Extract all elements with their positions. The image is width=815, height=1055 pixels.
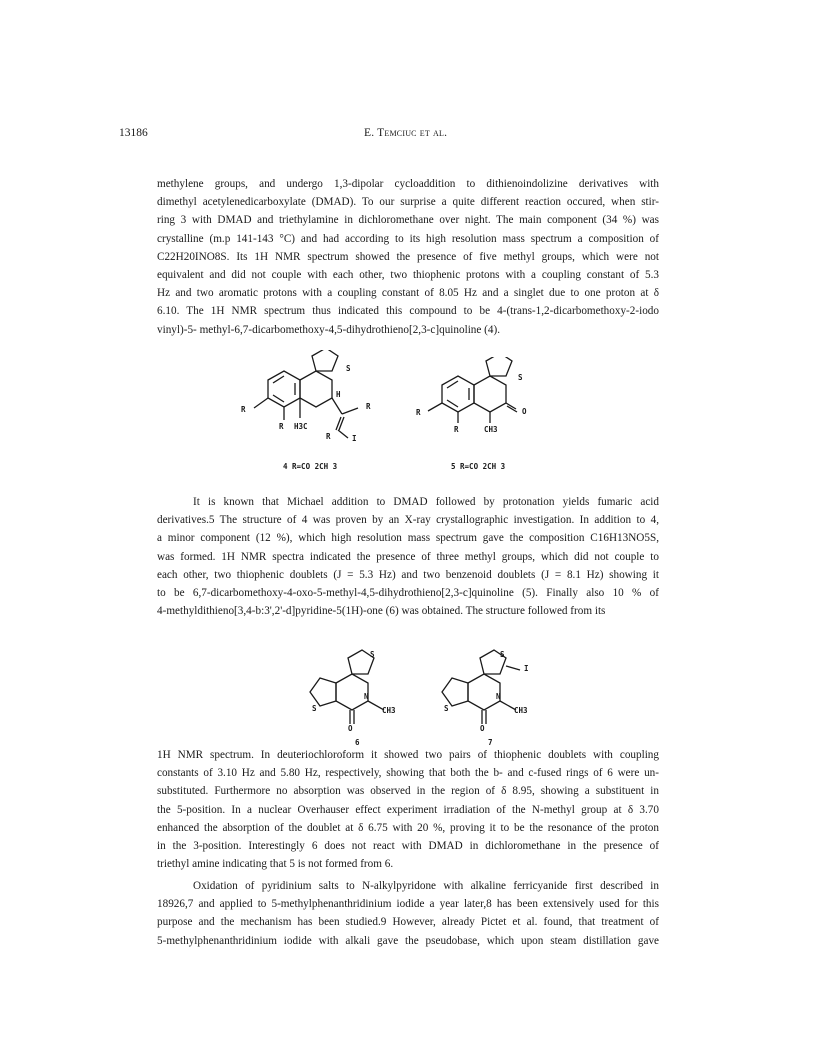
text-line: purpose and the mechanism has been studied.9 However, already Pictet et al. found, that treatment of bbox=[157, 916, 659, 929]
atom-label: CH3 bbox=[484, 425, 498, 434]
atom-label: R bbox=[366, 402, 371, 411]
page-number: 13186 bbox=[119, 127, 148, 139]
text-line: It is known that Michael addition to DMAD followed by protonation yields fumaric acid bbox=[193, 496, 659, 508]
atom-label: S bbox=[312, 704, 317, 713]
text-line: constants of 3.10 Hz and 5.80 Hz, respectively, showing that both the b- and c-fused rings of 6 were un- bbox=[157, 767, 659, 780]
atom-label: N bbox=[364, 692, 369, 701]
structure-5 bbox=[414, 357, 564, 447]
paragraph-4 bbox=[157, 877, 659, 950]
paragraph-2 bbox=[157, 493, 659, 620]
text-line: Hz and two aromatic protons with a coupling constant of 8.05 Hz and a singlet due to one proton at δ bbox=[157, 287, 659, 300]
atom-label: R bbox=[416, 408, 421, 417]
text-line: methylene groups, and undergo 1,3-dipolar cycloaddition to dithienoindolizine derivatives with bbox=[157, 178, 659, 190]
atom-label: S bbox=[370, 650, 375, 659]
text-line: equivalent and did not couple with each other, two thiophenic protons with a coupling constant of 5.3 bbox=[157, 269, 659, 282]
structure-4 bbox=[238, 350, 388, 450]
text-line: was formed. 1H NMR spectra indicated the presence of three methyl groups, which did not couple to bbox=[157, 550, 659, 563]
atom-label: S bbox=[444, 704, 449, 713]
atom-label: R bbox=[326, 432, 331, 441]
text-line: dimethyl acetylenedicarboxylate (DMAD). To our surprise a quite different reaction occured, when stir- bbox=[157, 196, 659, 209]
text-line: the 5-position. In a nuclear Overhauser effect experiment irradiation of the N-methyl group at δ 3.70 bbox=[157, 803, 659, 816]
text-line: triethyl amine indicating that 5 is not formed from 6. bbox=[157, 858, 394, 871]
atom-label: I bbox=[524, 664, 529, 673]
caption-5: 5 R=CO 2CH 3 bbox=[451, 462, 506, 471]
text-line: 18926,7 and applied to 5-methylphenanthridinium iodide a year later,8 has been extensively used for this bbox=[157, 898, 659, 911]
atom-label: S bbox=[518, 373, 523, 382]
text-line: 1H NMR spectrum. In deuteriochloroform it showed two pairs of thiophenic doublets with coupling bbox=[157, 749, 659, 761]
text-line: 6.10. The 1H NMR spectrum thus indicated this compound to be 4-(trans-1,2-dicarbomethoxy-2-iodo bbox=[157, 305, 659, 318]
running-head: E. Temciuc et al. bbox=[364, 127, 448, 139]
atom-label: N bbox=[496, 692, 501, 701]
atom-label: CH3 bbox=[514, 706, 528, 715]
atom-label: CH3 bbox=[382, 706, 396, 715]
text-line: 4-methyldithieno[3,4-b:3',2'-d]pyridine-5(1H)-one (6) was obtained. The structure followed from its bbox=[157, 605, 606, 618]
atom-label: O bbox=[480, 724, 485, 733]
atom-label: R bbox=[454, 425, 459, 434]
text-line: a minor component (12 %), which high resolution mass spectrum gave the composition C16H13NO5S, bbox=[157, 532, 659, 545]
text-line: substituted. Furthermore no absorption was observed in the region of δ 8.95, showing a substituent in bbox=[157, 785, 659, 798]
text-line: to be 6,7-dicarbomethoxy-4-oxo-5-methyl-4,5-dihydrothieno[2,3-c]quinoline (5). Finally also 10 % of bbox=[157, 587, 659, 600]
caption-6: 6 bbox=[355, 738, 360, 747]
text-line: 5-methylphenanthridinium iodide with alkali gave the pseudobase, which upon steam distillation gave bbox=[157, 934, 659, 947]
text-line: each other, two thiophenic doublets (J = 5.3 Hz) and two benzenoid doublets (J = 8.1 Hz) showing it bbox=[157, 568, 659, 581]
text-line: ring 3 with DMAD and triethylamine in dichloromethane over night. The main component (34 %) was bbox=[157, 214, 659, 227]
atom-label: R bbox=[279, 422, 284, 431]
text-line: vinyl)-5- methyl-6,7-dicarbomethoxy-4,5-dihydrothieno[2,3-c]quinoline (4). bbox=[157, 323, 500, 336]
atom-label: O bbox=[348, 724, 353, 733]
text-line: derivatives.5 The structure of 4 was proven by an X-ray crystallographic investigation. In addition to 4, bbox=[157, 514, 659, 527]
text-line: crystalline (m.p 141-143 °C) and had according to its high resolution mass spectrum a composition of bbox=[157, 232, 659, 245]
text-line: enhanced the absorption of the doublet at δ 6.75 with 20 %, proving it to be the resonance of the proton bbox=[157, 821, 659, 834]
text-line: Oxidation of pyridinium salts to N-alkylpyridone with alkaline ferricyanide first described in bbox=[193, 880, 659, 892]
paragraph-3 bbox=[157, 746, 659, 873]
caption-7: 7 bbox=[488, 738, 493, 747]
atom-label: S bbox=[346, 364, 351, 373]
atom-label: H3C bbox=[294, 422, 308, 431]
atom-label: I bbox=[352, 434, 357, 443]
atom-label: R bbox=[241, 405, 246, 414]
structure-6 bbox=[300, 648, 410, 738]
text-line: C22H20INO8S. Its 1H NMR spectrum showed the presence of five methyl groups, which were not bbox=[157, 250, 659, 263]
atom-label: S bbox=[500, 650, 505, 659]
structure-7 bbox=[432, 648, 562, 738]
caption-4: 4 R=CO 2CH 3 bbox=[283, 462, 338, 471]
paragraph-1 bbox=[157, 175, 659, 339]
atom-label: O bbox=[522, 407, 527, 416]
atom-label: H bbox=[336, 390, 341, 399]
text-line: in the 3-position. Interestingly 6 does not react with DMAD in dichloromethane in the presence of bbox=[157, 840, 659, 853]
